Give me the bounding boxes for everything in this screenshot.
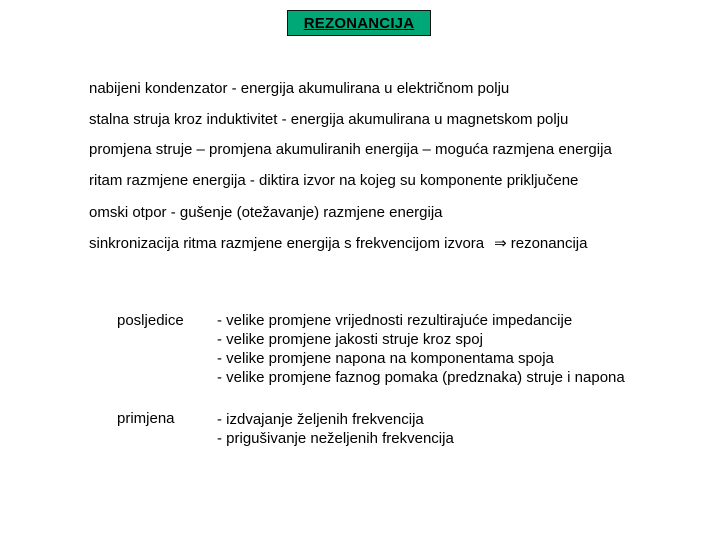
- list-item: - prigušivanje neželjenih frekvencija: [217, 430, 454, 447]
- list-item: - velike promjene napona na komponentama spoja: [217, 350, 554, 367]
- text-line-6-main: sinkronizacija ritma razmjene energija s frekvencijom izvora: [89, 235, 485, 252]
- list-item: - velike promjene vrijednosti rezultirajuće impedancije: [217, 312, 573, 329]
- text-line-6-result: rezonancija: [510, 235, 588, 252]
- list-item: - velike promjene jakosti struje kroz spoj: [217, 331, 483, 348]
- text-line-1: nabijeni kondenzator - energija akumulirana u električnom polju: [89, 80, 510, 97]
- text-line-4: ritam razmjene energija - diktira izvor na kojeg su komponente priključene: [89, 172, 579, 189]
- page-title: REZONANCIJA: [303, 14, 415, 32]
- section-items-primjena: [217, 410, 454, 448]
- text-line-6: [89, 234, 587, 253]
- title-box: [287, 10, 431, 36]
- list-item: - velike promjene faznog pomaka (predznaka) struje i napona: [217, 369, 625, 386]
- section-label-primjena: primjena: [117, 410, 175, 427]
- text-line-3: promjena struje – promjena akumuliranih energija – moguća razmjena energija: [89, 141, 612, 158]
- text-line-2: stalna struja kroz induktivitet - energija akumulirana u magnetskom polju: [89, 111, 569, 128]
- implies-arrow-icon: ⇒: [494, 234, 507, 252]
- list-item: - izdvajanje željenih frekvencija: [217, 411, 424, 428]
- section-label-posljedice: posljedice: [117, 312, 184, 329]
- section-items-posljedice: [217, 311, 625, 387]
- text-line-5: omski otpor - gušenje (otežavanje) razmjene energija: [89, 204, 443, 221]
